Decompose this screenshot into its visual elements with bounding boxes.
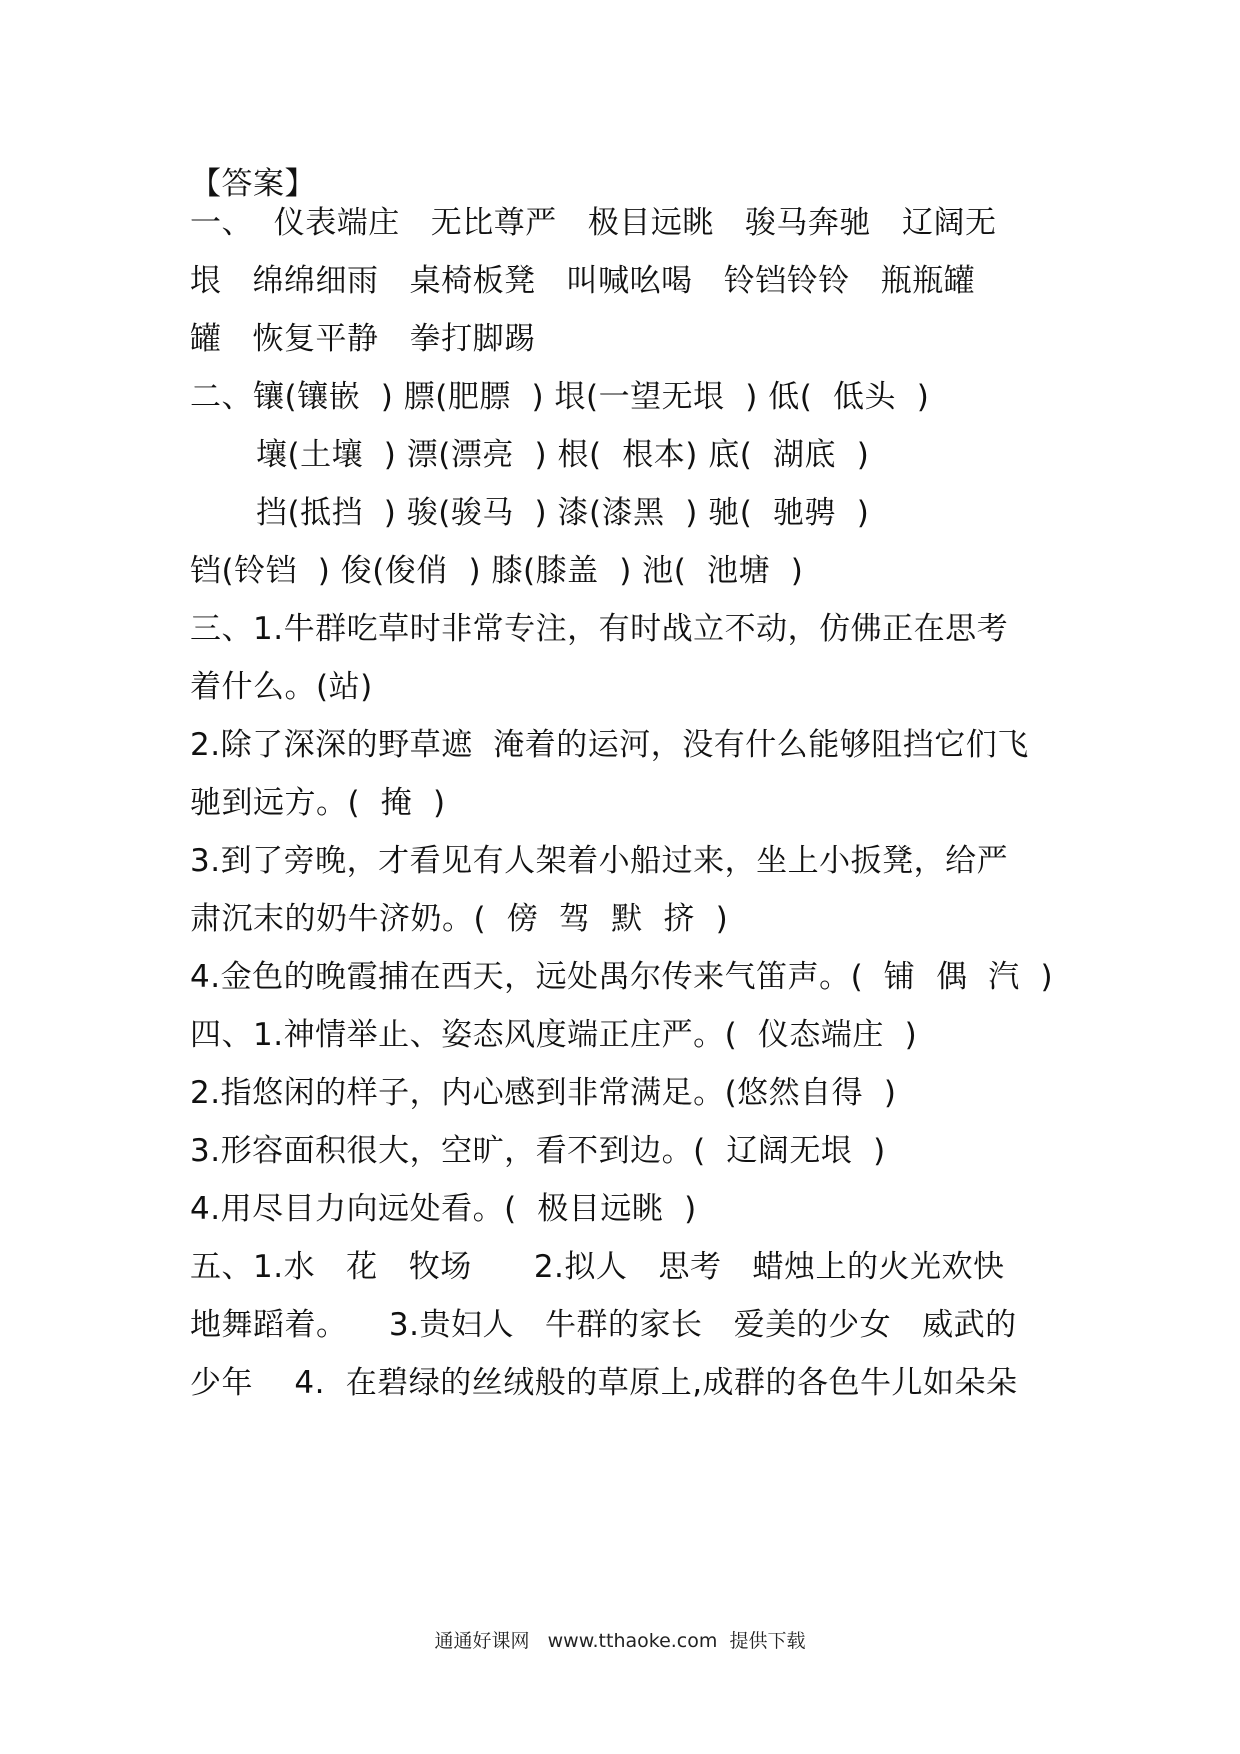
page-footer: 通通好课网 www.tthaoke.com 提供下载	[434, 1630, 806, 1652]
answer-line: 地舞蹈着。 3.贵妇人 牛群的家长 爱美的少女 威武的	[190, 1307, 1017, 1343]
answer-line: 二、镶(镶嵌 ) 膘(肥膘 ) 垠(一望无垠 ) 低( 低头 )	[190, 379, 930, 415]
answer-line: 罐 恢复平静 拳打脚踢	[190, 321, 536, 357]
answer-line: 五、1.水 花 牧场 2.拟人 思考 蜡烛上的火光欢快	[190, 1249, 1005, 1285]
answer-line: 4.金色的晚霞捕在西天，远处禺尔传来气笛声。( 铺 偶 汽 )	[190, 959, 1054, 995]
answer-line: 3.形容面积很大，空旷，看不到边。( 辽阔无垠 )	[190, 1133, 886, 1169]
answer-line: 4.用尽目力向远处看。( 极目远眺 )	[190, 1191, 697, 1227]
answer-line: 挡(抵挡 ) 骏(骏马 ) 漆(漆黑 ) 驰( 驰骋 )	[256, 495, 870, 531]
answer-line: 驰到远方。( 掩 )	[190, 785, 446, 821]
answer-line: 垠 绵绵细雨 桌椅板凳 叫喊吆喝 铃铛铃铃 瓶瓶罐	[190, 263, 976, 299]
answer-line: 3.到了旁晚，才看见有人架着小船过来，坐上小扳凳，给严	[190, 843, 1009, 879]
answer-line: 三、1.牛群吃草时非常专注，有时战立不动，仿佛正在思考	[190, 611, 1009, 647]
answer-line: 壤(土壤 ) 漂(漂亮 ) 根( 根本) 底( 湖底 )	[256, 437, 870, 473]
answer-line: 着什么。(站)	[190, 669, 373, 705]
answer-line: 2.除了深深的野草遮 淹着的运河，没有什么能够阻挡它们飞	[190, 727, 1029, 763]
answer-line: 一、 仪表端庄 无比尊严 极目远眺 骏马奔驰 辽阔无	[190, 205, 997, 241]
answer-line: 2.指悠闲的样子，内心感到非常满足。(悠然自得 )	[190, 1075, 897, 1111]
answer-line: 肃沉末的奶牛济奶。( 傍 驾 默 挤 )	[190, 901, 729, 937]
answer-heading: 【答案】	[190, 166, 316, 202]
answer-line: 铛(铃铛 ) 俊(俊俏 ) 膝(膝盖 ) 池( 池塘 )	[190, 553, 804, 589]
answer-line: 四、1.神情举止、姿态风度端正庄严。( 仪态端庄 )	[190, 1017, 918, 1053]
answer-line: 少年 4. 在碧绿的丝绒般的草原上,成群的各色牛儿如朵朵	[190, 1365, 1018, 1401]
